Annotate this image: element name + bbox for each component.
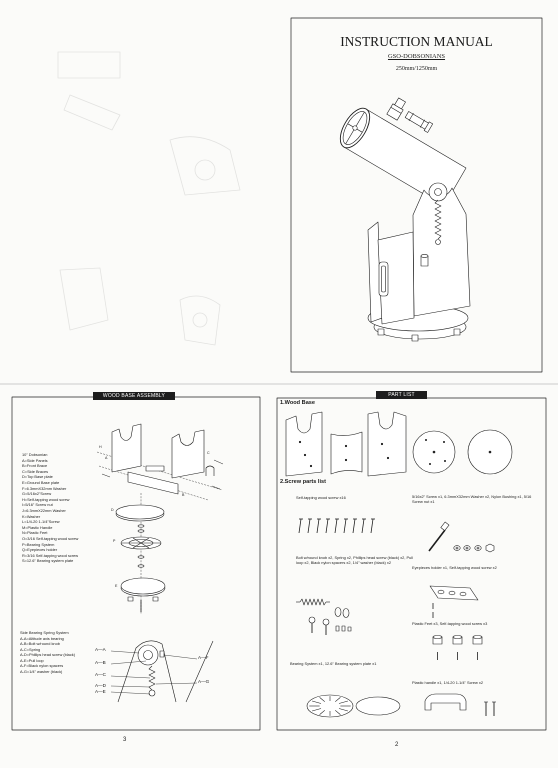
right-side-panel <box>413 188 470 316</box>
legend-item: A-C=Spring <box>20 646 41 652</box>
callout-label: A—D <box>95 682 106 688</box>
side-brace <box>146 466 164 471</box>
diagram-letter: P <box>113 539 116 543</box>
legend-item: Q=Eyepieces holder <box>22 547 58 553</box>
plastic-handle-part <box>425 694 496 716</box>
section-heading-wood-base: 1.Wood Base <box>280 400 316 406</box>
plastic-feet-parts <box>433 636 482 661</box>
wood-screw-row <box>299 519 375 533</box>
legend-item: C=Side Braces <box>22 468 49 474</box>
altitude-bearing <box>429 183 447 201</box>
side-panel-b <box>368 412 406 476</box>
legend-item: L=1/4-20 1-1/4"Screw <box>22 519 60 525</box>
diagram-letter: D <box>111 508 114 512</box>
spring-knob <box>436 240 441 245</box>
legend-item: A-B=Bolt w/round knob <box>20 641 60 646</box>
eyepiece-holder <box>421 255 428 266</box>
legend-item: R=3/16 Self-tapping wood screw <box>22 552 79 558</box>
diagram-letter: B <box>182 493 185 497</box>
plastic-foot <box>128 597 133 601</box>
spring-system-diagram <box>111 641 213 702</box>
finder-scope <box>404 110 432 132</box>
part-list-header: PART LIST <box>376 391 427 399</box>
washer <box>138 530 144 532</box>
side-panel-right <box>172 430 204 478</box>
spring-system-title: Side Bearing Spring System <box>20 630 69 635</box>
model-label: 10" Dobsonian <box>22 452 48 457</box>
caption-plastic-handle: Plastic handle x1, 1/4-20 1-1/4" Screw x2 <box>412 680 484 685</box>
washer <box>138 565 144 567</box>
top-base-plate-disc <box>413 431 455 473</box>
plastic-handle <box>206 466 214 476</box>
bearing-disc-part <box>307 695 353 717</box>
legend-item: D=Top Base plate <box>22 474 53 480</box>
wood-base-parts-drawings <box>286 412 512 476</box>
diagram-letter: E <box>115 584 118 588</box>
legend-item: A=Side Panels <box>22 457 48 463</box>
dobsonian-telescope-drawing <box>334 97 470 341</box>
legend-item: M=Plastic Handle <box>22 524 53 530</box>
ground-base-plate-disc <box>468 430 512 474</box>
callout-label: A—F <box>198 655 209 660</box>
caption-bearing-system: Bearing System x1, 12.6" Bearing system plate x1 <box>290 661 377 666</box>
legend-item: A-E=Pull loop <box>20 657 44 663</box>
legend-item: P=Bearing System <box>22 541 55 547</box>
legend-item: F=6.3mmX32mm Washer <box>22 485 67 491</box>
legend-item: H=Self-tapping wood screw <box>22 496 70 502</box>
spring-kit-parts <box>296 599 351 635</box>
tube-edge <box>186 641 213 702</box>
caption-spring-kit: Bolt w/round knob x2, Spring x2, Phillips head screw (black) x2, Pull loop x2, Black nylon spacers x2, 1/4" washer (black) x2 <box>296 555 413 565</box>
focuser <box>387 97 407 120</box>
callout-label: A—C <box>95 672 106 677</box>
legend-item: I=5/16" Screw nut <box>22 502 53 508</box>
round-knob <box>149 690 155 696</box>
washer <box>138 525 144 527</box>
washer <box>348 627 351 631</box>
nylon-spacer <box>336 626 339 631</box>
plastic-foot <box>153 597 158 601</box>
carry-handle <box>379 262 388 296</box>
model-series: GSO-DOBSONIANS <box>387 53 446 60</box>
bleed-through-marks <box>58 52 240 345</box>
aperture-focal-spec: 250mm/1250mm <box>395 66 438 72</box>
nylon-spacer <box>342 626 345 631</box>
altitude-axis-bearing <box>138 645 158 665</box>
legend-item: B=Front Brace <box>22 463 48 469</box>
front-brace <box>128 472 178 494</box>
parts-legend <box>22 452 78 564</box>
diagram-letter: H <box>99 445 102 449</box>
wood-base-assembly-header: WOOD BASE ASSEMBLY <box>93 392 175 400</box>
legend-item: J=6.3mmX22mm Washer <box>22 507 66 513</box>
washer <box>138 556 144 558</box>
pull-loop <box>335 608 349 618</box>
legend-item: O=3/16 Self-tapping wood screw <box>22 535 79 541</box>
diagram-letter: C <box>207 451 210 455</box>
bolt-washers-nut <box>429 522 494 552</box>
callout-label: A—E <box>95 688 106 694</box>
legend-item: A-A=Altitude axis bearing <box>20 635 64 641</box>
side-panel-left <box>112 424 141 472</box>
spring <box>300 599 326 605</box>
page-number: 2 <box>395 742 399 748</box>
nylon-spacer <box>160 651 164 657</box>
legend-item: G=5/16x2"Screw <box>22 491 52 497</box>
legend-item: S=12.6" Bearing system plate <box>22 558 74 564</box>
legend-item: K=Washer <box>22 513 41 519</box>
caption-hardware: 5/16x2" Screw x1, 6.3mmX32mm Washer x2, Nylon Bushing x1, 5/16 Screw nut x1 <box>412 494 532 504</box>
bearing-plate-part <box>356 697 400 715</box>
knob-bolt <box>309 617 329 635</box>
legend-item: N=Plastic Feet <box>22 530 48 536</box>
caption-plastic-feet: Plastic Feet x3, Self-tapping wood screw x3 <box>412 621 488 626</box>
manual-title: INSTRUCTION MANUAL <box>340 34 493 49</box>
legend-item: A-G=1/4" washer (black) <box>20 668 63 674</box>
screw-parts-drawings <box>296 519 496 717</box>
caption-eyepiece-holder: Eyepieces holder x1, Self-tapping wood screw x2 <box>412 565 497 570</box>
legend-item: A-D=Phillips head screw (black) <box>20 652 76 657</box>
section-heading-screw-parts: 2.Screw parts list <box>280 479 327 485</box>
page-number: 3 <box>123 737 127 743</box>
diagram-letter: A <box>105 456 108 460</box>
legend-item: E=Ground Base plate <box>22 479 60 485</box>
legend-item: A-F=Black nylon spacers <box>20 663 64 668</box>
callout-label: A—A <box>95 647 106 652</box>
eyepiece-holder-part <box>430 586 478 618</box>
callout-label: A—G <box>198 679 210 684</box>
callout-label: A—B <box>95 660 106 665</box>
caption-wood-screws: Self-tapping wood screw x16 <box>296 495 346 500</box>
side-panel-a <box>286 412 322 476</box>
bearing-ring <box>121 537 161 549</box>
spring-system-legend <box>20 630 75 674</box>
front-brace <box>331 432 362 474</box>
